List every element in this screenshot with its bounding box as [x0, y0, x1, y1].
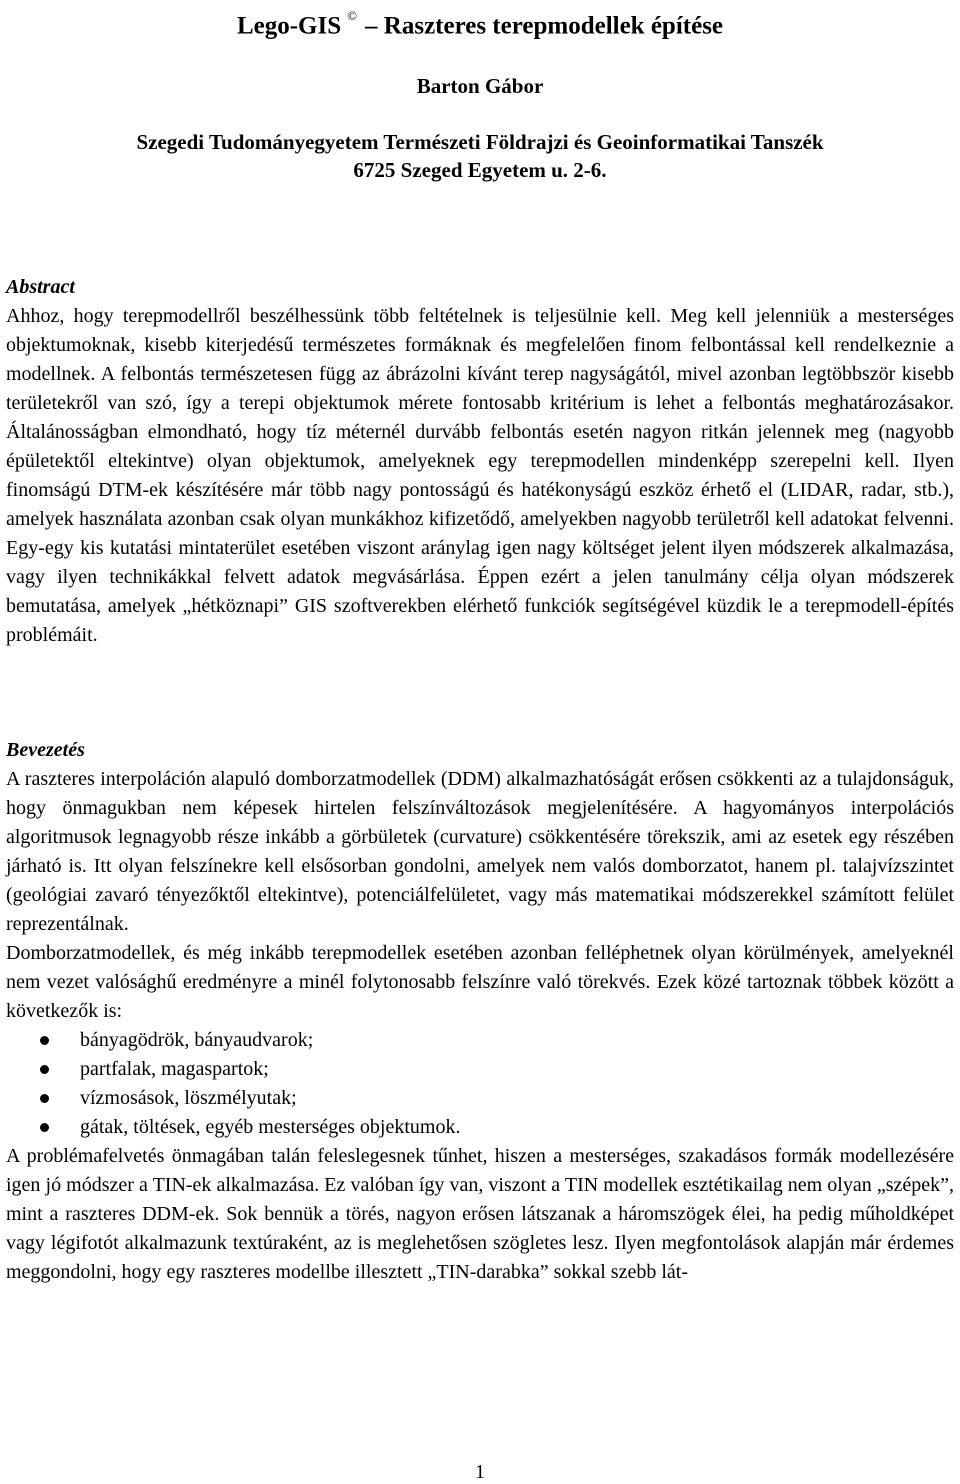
- page-number: 1: [475, 1461, 485, 1483]
- list-item-text: bányagödrök, bányaudvarok;: [80, 1029, 314, 1051]
- intro-paragraph-3: A problémafelvetés önmagában talán feleslegesnek tűnhet, hiszen a mesterséges, szakadásos formák modellezésére igen jó módszer a TIN-ek alkalmazása. Ez valóban így van, viszont a TIN modellek esztétikailag nem olyan „szépek”, mint a raszteres DDM-ek. Sok bennük a törés, nagyon erősen látszanak a háromszögek élei, ha pedig műholdképet vagy légifotót alkalmazunk textúraként, az is meglehetősen szögletes lesz. Ilyen megfontolások alapján már érdemes meggondolni, hogy egy raszteres modellbe illesztett „TIN-darabka” sokkal szebb lát-: [6, 1145, 954, 1283]
- copyright-symbol: ©: [347, 8, 358, 23]
- intro-paragraph-2: Domborzatmodellek, és még inkább terepmodellek esetében azonban felléphetnek olyan körülmények, amelyeknél nem vezet valósághű eredményre a minél folytonosabb felszínre való törekvés. Ezek közé tartoznak többek között a következők is:: [6, 942, 954, 1022]
- abstract-section: [6, 273, 954, 650]
- intro-heading: Bevezetés: [6, 739, 85, 761]
- list-item: [6, 1026, 954, 1055]
- author-name: Barton Gábor: [416, 74, 544, 98]
- intro-section: [6, 736, 954, 1287]
- list-item-text: vízmosások, löszmélyutak;: [80, 1087, 297, 1109]
- abstract-heading: Abstract: [6, 276, 75, 298]
- affiliation-line1: Szegedi Tudományegyetem Természeti Földrajzi és Geoinformatikai Tanszék: [136, 130, 824, 154]
- bullet-icon: [40, 1036, 49, 1045]
- intro-paragraph-1: A raszteres interpoláción alapuló domborzatmodellek (DDM) alkalmazhatóságát erősen csökkenti az a tulajdonságuk, hogy önmagukban nem képesek hirtelen felszínváltozások megjelenítésére. A hagyományos interpolációs algoritmusok legnagyobb része inkább a görbületek (curvature) csökkentésére törekszik, ami az esetek egy részében járható is. Itt olyan felszínekre kell elsősorban gondolni, amelyek nem valós domborzatot, hanem pl. talajvízszintet (geológiai zavaró tényezőktől eltekintve), potenciálfelületet, vagy más matematikai módszerekkel számított felület reprezentálnak.: [6, 768, 954, 935]
- title-part1: Lego-GIS: [236, 12, 342, 40]
- affiliation-line2: 6725 Szeged Egyetem u. 2-6.: [353, 158, 607, 182]
- paper-title: [0, 4, 960, 42]
- bullet-icon: [40, 1094, 49, 1103]
- list-item-text: partfalak, magaspartok;: [80, 1058, 269, 1080]
- list-item: [6, 1084, 954, 1113]
- list-item: [6, 1113, 954, 1142]
- bullet-icon: [40, 1065, 49, 1074]
- bullet-icon: [40, 1123, 49, 1132]
- affiliation: [0, 128, 960, 184]
- title-part2: – Raszteres terepmodellek építése: [365, 12, 724, 40]
- bullet-list: [6, 1026, 954, 1142]
- list-item: [6, 1055, 954, 1084]
- abstract-text: Ahhoz, hogy terepmodellről beszélhessünk több feltételnek is teljesülnie kell. Meg kell jelenniük a mesterséges objektumoknak, kisebb kiterjedésű természetes formáknak és megfelelően finom felbontással kell rendelkeznie a modellnek. A felbontás természetesen függ az ábrázolni kívánt terep nagyságától, mivel azonban legtöbbször kisebb területekről van szó, így a terepi objektumok mérete fontosabb kritérium is lehet a felbontás meghatározásakor. Általánosságban elmondható, hogy tíz méternél durvább felbontás esetén nagyon ritkán jelennek meg (nagyobb épületektől eltekintve) olyan objektumok, amelyeknek egy terepmodellen mindenképp szerepelni kell. Ilyen finomságú DTM-ek készítésére már több nagy pontosságú és hatékonyságú eszköz érhető el (LIDAR, radar, stb.), amelyek használata azonban csak olyan munkákhoz kifizetődő, amelyekben nagyobb területről kell adatokat felvenni. Egy-egy kis kutatási mintaterület esetében viszont aránylag igen nagy költséget jelent ilyen módszerek alkalmazása, vagy ilyen technikákkal felvett adatok megvásárlása. Éppen ezért a jelen tanulmány célja olyan módszerek bemutatása, amelyek „hétköznapi” GIS szoftverekben elérhető funkciók segítségével küzdik le a terepmodell-építés problémáit.: [6, 305, 954, 646]
- list-item-text: gátak, töltések, egyéb mesterséges objektumok.: [80, 1116, 461, 1138]
